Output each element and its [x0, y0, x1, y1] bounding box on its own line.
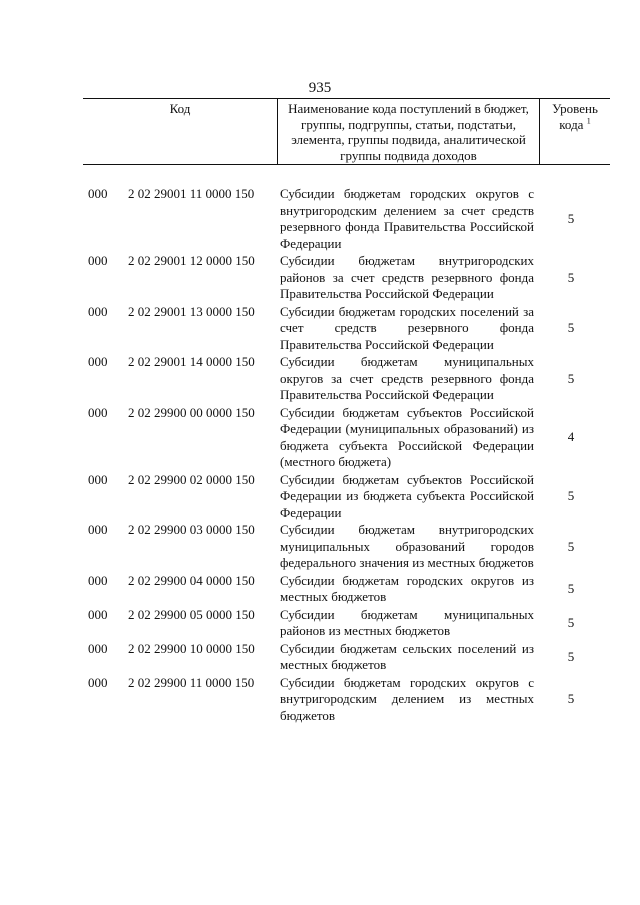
table-row [88, 405, 608, 471]
header-code: Код [83, 99, 278, 164]
table-row [88, 304, 608, 354]
row-code: 2 02 29001 13 0000 150 [128, 303, 255, 319]
row-prefix: 000 [88, 303, 108, 319]
row-prefix: 000 [88, 253, 108, 268]
row-code: 2 02 29900 04 0000 150 [128, 572, 255, 588]
table-header [83, 98, 610, 165]
table-row [88, 522, 608, 572]
row-code: 2 02 29001 12 0000 150 [128, 253, 255, 268]
row-name: Субсидии бюджетам внутригородских районов за счет средств резервного фонда Правительства Российской Федерации [280, 253, 534, 301]
row-prefix: 000 [88, 404, 108, 420]
row-code: 2 02 29900 02 0000 150 [128, 471, 255, 487]
row-code: 2 02 29001 11 0000 150 [128, 186, 255, 201]
row-level: 5 [567, 580, 575, 596]
row-name: Субсидии бюджетам субъектов Российской Федерации из бюджета субъекта Российской Федерации [280, 471, 534, 520]
table-row [88, 253, 608, 303]
table-row [88, 354, 608, 404]
table-row [88, 607, 608, 640]
row-name: Субсидии бюджетам городских округов с внутригородским делением за счет средств резервного фонда Правительства Российской Федерации [280, 186, 534, 251]
row-level: 5 [567, 538, 575, 554]
table-row [88, 641, 608, 674]
row-level: 5 [567, 269, 575, 285]
row-prefix: 000 [88, 572, 108, 588]
header-level-footnote: 1 [586, 116, 591, 126]
table-row [88, 573, 608, 606]
row-level: 5 [567, 488, 575, 503]
row-code: 2 02 29900 10 0000 150 [128, 640, 255, 656]
row-prefix: 000 [88, 471, 108, 487]
row-code: 2 02 29001 14 0000 150 [128, 354, 255, 369]
header-name: Наименование кода поступлений в бюджет, группы, подгруппы, статьи, подстатьи, элемента, группы подвида, аналитической группы подвида доходов [278, 99, 540, 164]
table-body [88, 186, 608, 725]
row-name: Субсидии бюджетам сельских поселений из местных бюджетов [280, 640, 534, 672]
row-name: Субсидии бюджетам внутригородских муниципальных образований городов федерального значения из местных бюджетов [280, 522, 534, 570]
row-level: 5 [567, 370, 575, 386]
table-row [88, 472, 608, 522]
row-prefix: 000 [88, 522, 108, 537]
row-level: 5 [567, 648, 575, 664]
row-prefix: 000 [88, 354, 108, 369]
table-row [88, 186, 608, 252]
row-code: 2 02 29900 05 0000 150 [128, 606, 255, 622]
header-level-label: Уровень кода [552, 101, 598, 132]
row-prefix: 000 [88, 674, 108, 690]
row-name: Субсидии бюджетам городских округов с внутригородским делением из местных бюджетов [280, 674, 534, 723]
row-level: 5 [567, 210, 575, 226]
row-name: Субсидии бюджетам городских поселений за счет средств резервного фонда Правительства Российской Федерации [280, 303, 534, 352]
row-level: 5 [567, 691, 575, 706]
row-level: 4 [567, 429, 575, 445]
row-name: Субсидии бюджетам субъектов Российской Федерации (муниципальных образований) из бюджета субъекта Российской Федерации (местного бюджета) [280, 404, 534, 469]
page-number: 935 [308, 80, 332, 96]
table-row [88, 675, 608, 725]
row-name: Субсидии бюджетам городских округов из местных бюджетов [280, 572, 534, 604]
row-name: Субсидии бюджетам муниципальных районов из местных бюджетов [280, 606, 534, 638]
row-prefix: 000 [88, 186, 108, 201]
row-prefix: 000 [88, 640, 108, 656]
row-code: 2 02 29900 00 0000 150 [128, 404, 255, 420]
row-level: 5 [567, 614, 575, 630]
row-code: 2 02 29900 11 0000 150 [128, 674, 255, 690]
header-level [540, 99, 610, 164]
row-level: 5 [567, 320, 575, 335]
row-name: Субсидии бюджетам муниципальных округов за счет средств резервного фонда Правительства Российской Федерации [280, 354, 534, 402]
row-prefix: 000 [88, 606, 108, 622]
row-code: 2 02 29900 03 0000 150 [128, 522, 255, 537]
